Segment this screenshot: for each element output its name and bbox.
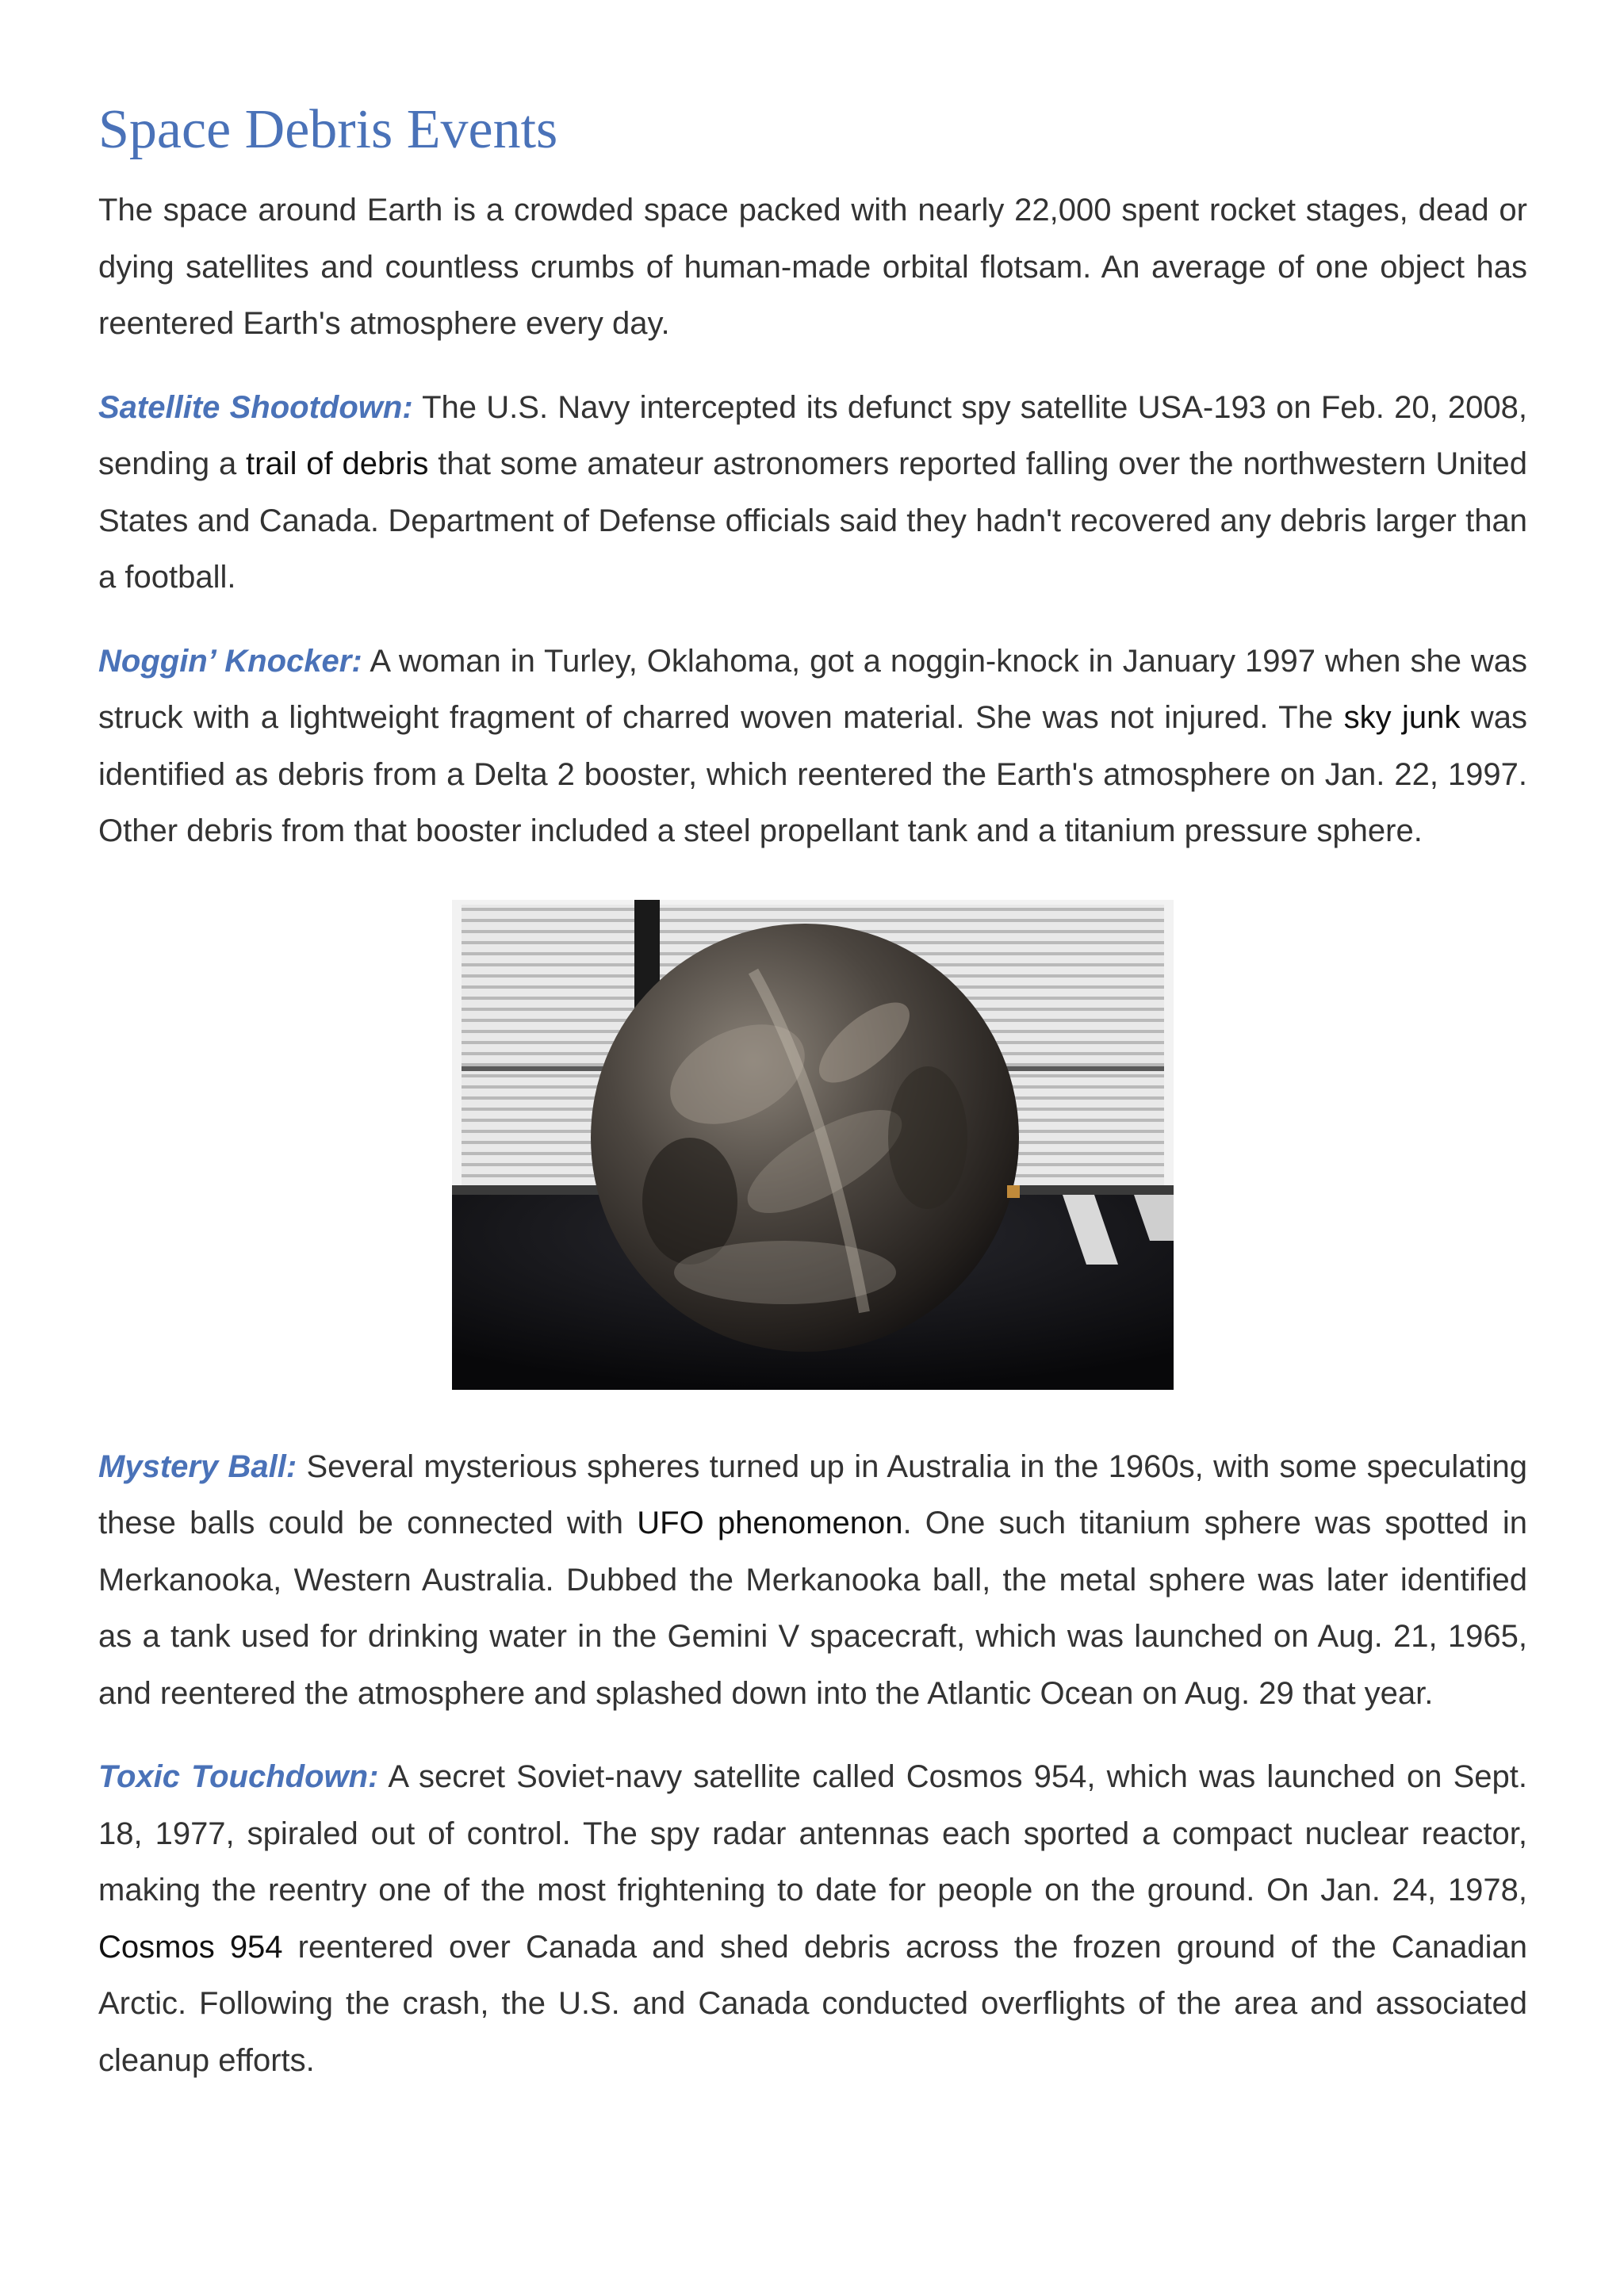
section-heading: Toxic Touchdown: [98,1759,379,1794]
section-text: was identified as debris from a Delta 2 booster, which reentered the Earth's atmosphere on Jan. 22, 1997. Other debris from that booster included a steel propellant tank and a titanium pressure sphere. [98,700,1528,848]
trail-of-debris-link[interactable]: trail of debris [246,446,429,481]
section-heading: Mystery Ball: [98,1448,297,1484]
section-mystery-ball [98,1439,1527,1723]
section-heading: Satellite Shootdown: [98,389,413,425]
section-text: that some amateur astronomers reported falling over the northwestern United States and Canada. Department of Defense officials said they hadn't recovered any debris larger than a football. [98,446,1527,595]
section-text: . One such titanium sphere was spotted in Merkanooka, Western Australia. Dubbed the Merkanooka ball, the metal sphere was later identified as a tank used for drinking water in the Gemini V spacecraft, which was launched on Aug. 21, 1965, and reentered the atmosphere and splashed down into the Atlantic Ocean on Aug. 29 that year. [98,1506,1527,1711]
ufo-phenomenon-link[interactable]: UFO phenomenon [637,1506,903,1540]
section-text: Several mysterious spheres turned up in Australia in the 1960s, with some speculating these balls could be connected with [98,1448,1527,1540]
section-text: The U.S. Navy intercepted its defunct spy satellite USA-193 on Feb. 20, 2008, sending a [98,389,1527,481]
document-page [98,94,1527,2116]
section-text: A woman in Turley, Oklahoma, got a noggin-knock in January 1997 when she was struck with a lightweight fragment of charred woven material. She was not injured. The [98,643,1528,735]
section-satellite-shootdown [98,380,1527,607]
intro-paragraph: The space around Earth is a crowded space packed with nearly 22,000 spent rocket stages, dead or dying satellites and countless crumbs of human-made orbital flotsam. An average of one object has reentered Earth's atmosphere every day. [98,193,1527,341]
sky-junk-link[interactable]: sky junk [1343,700,1461,735]
cosmos-954-link[interactable]: Cosmos 954 [98,1929,283,1965]
section-text: reentered over Canada and shed debris across the frozen ground of the Canadian Arctic. Following the crash, the U.S. and Canada conducted overflights of the area and associated cleanup efforts. [98,1929,1527,2078]
section-heading: Noggin’ Knocker: [98,643,362,679]
section-noggin-knocker [98,633,1527,860]
page-title: Space Debris Events [98,99,558,160]
debris-sphere-photo [452,900,1174,1390]
section-text: A secret Soviet-navy satellite called Cosmos 954, which was launched on Sept. 18, 1977, spiraled out of control. The spy radar antennas each sported a compact nuclear reactor, making the reentry one of the most frightening to date for people on the ground. On Jan. 24, 1978, [98,1759,1528,1908]
section-toxic-touchdown [98,1749,1527,2089]
